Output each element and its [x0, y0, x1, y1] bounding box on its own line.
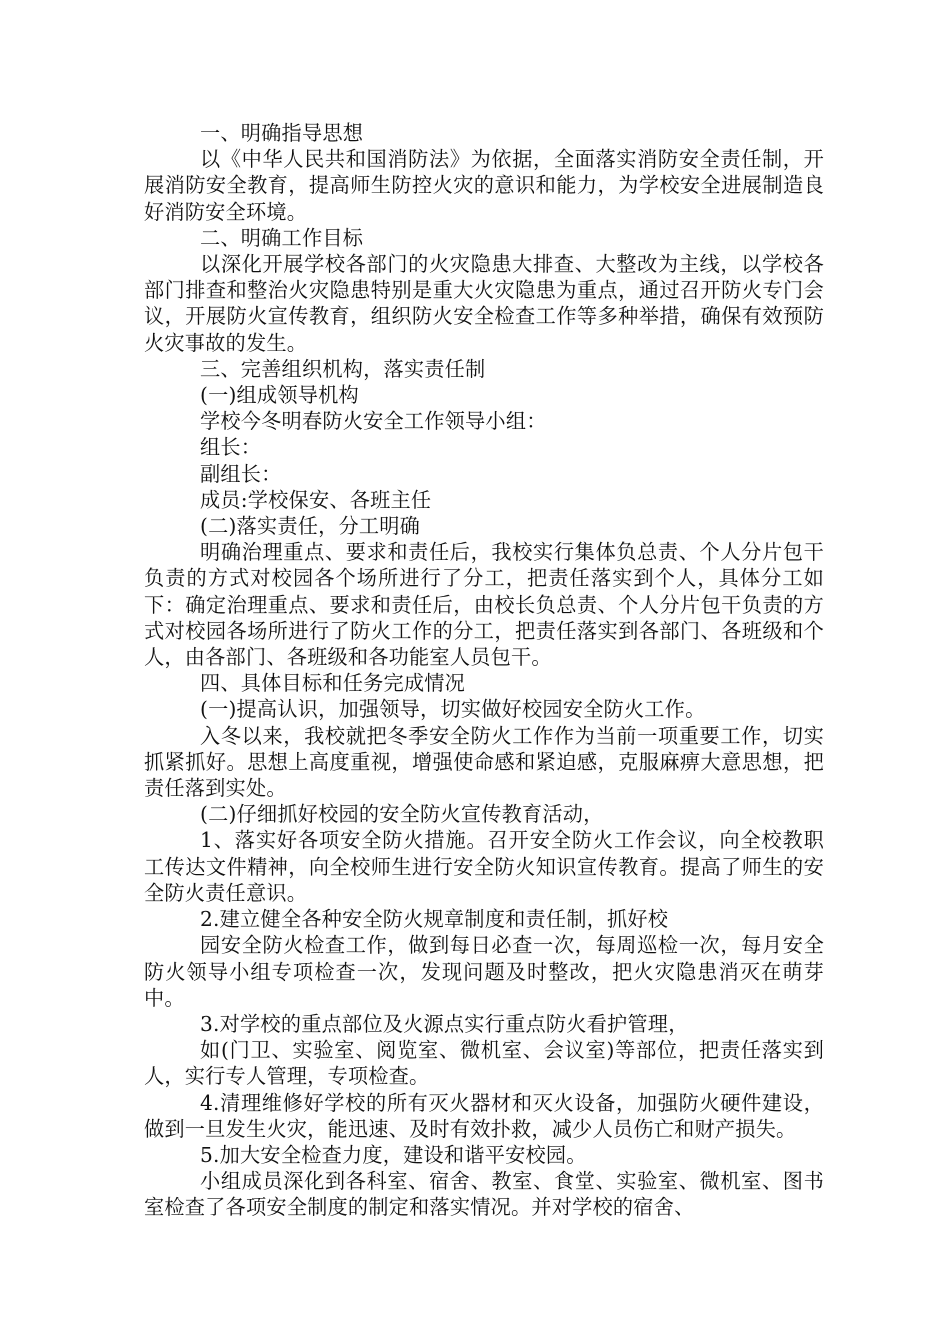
paragraph: 以深化开展学校各部门的火灾隐患大排查、大整改为主线，以学校各部门排查和整治火灾隐患特别是重大火灾隐患为重点，通过召开防火专门会议，开展防火宣传教育，组织防火安全检查工作等多种举措，确保有效预防火灾事故的发生。 [144, 252, 824, 355]
paragraph: 小组成员深化到各科室、宿舍、教室、食堂、实验室、微机室、图书室检查了各项安全制度的制定和落实情况。并对学校的宿舍、 [144, 1169, 824, 1220]
paragraph: 5.加大安全检查力度，建设和谐平安校园。 [200, 1142, 587, 1167]
subheading: (二)仔细抓好校园的安全防火宣传教育活动， [200, 802, 604, 827]
paragraph: 副组长： [200, 461, 282, 486]
paragraph: 园安全防火检查工作，做到每日必查一次，每周巡检一次，每月安全防火领导小组专项检查一次，发现问题及时整改，把火灾隐患消灭在萌芽中。 [144, 933, 824, 1010]
paragraph: 学校今冬明春防火安全工作领导小组： [200, 409, 547, 434]
paragraph: 明确治理重点、要求和责任后，我校实行集体负总责、个人分片包干负责的方式对校园各个场所进行了分工，把责任落实到个人，具体分工如下：确定治理重点、要求和责任后，由校长负总责、个人分片包干负责的方式对校园各场所进行了防火工作的分工，把责任落实到各部门、各班级和个人，由各部门、各班级和各功能室人员包干。 [144, 540, 824, 670]
paragraph: 4.清理维修好学校的所有灭火器材和灭火设备，加强防火硬件建设，做到一旦发生火灾，能迅速、及时有效扑救，减少人员伤亡和财产损失。 [144, 1090, 824, 1141]
subheading: (二)落实责任，分工明确 [200, 514, 421, 539]
paragraph: 以《中华人民共和国消防法》为依据，全面落实消防安全责任制，开展消防安全教育，提高师生防控火灾的意识和能力，为学校安全进展制造良好消防安全环境。 [144, 147, 824, 224]
document-body [144, 120, 824, 1221]
paragraph: 如(门卫、实验室、阅览室、微机室、会议室)等部位，把责任落实到人，实行专人管理，专项检查。 [144, 1038, 824, 1089]
section-heading-2: 二、明确工作目标 [200, 225, 364, 250]
paragraph: 1、落实好各项安全防火措施。召开安全防火工作会议，向全校教职工传达文件精神，向全校师生进行安全防火知识宣传教育。提高了师生的安全防火责任意识。 [144, 828, 824, 905]
subheading: (一)提高认识，加强领导，切实做好校园安全防火工作。 [200, 697, 706, 722]
paragraph: 2.建立健全各种安全防火规章制度和责任制，抓好校 [200, 907, 669, 932]
paragraph: 3.对学校的重点部位及火源点实行重点防火看护管理， [200, 1011, 689, 1036]
subheading: (一)组成领导机构 [200, 383, 359, 408]
section-heading-4: 四、具体目标和任务完成情况 [200, 671, 466, 696]
section-heading-3: 三、完善组织机构，落实责任制 [200, 356, 486, 381]
paragraph: 成员:学校保安、各班主任 [200, 487, 432, 512]
paragraph: 组长： [200, 435, 262, 460]
section-heading-1: 一、明确指导思想 [200, 121, 364, 145]
paragraph: 入冬以来，我校就把冬季安全防火工作作为当前一项重要工作，切实抓紧抓好。思想上高度重视，增强使命感和紧迫感，克服麻痹大意思想，把责任落到实处。 [144, 723, 824, 801]
